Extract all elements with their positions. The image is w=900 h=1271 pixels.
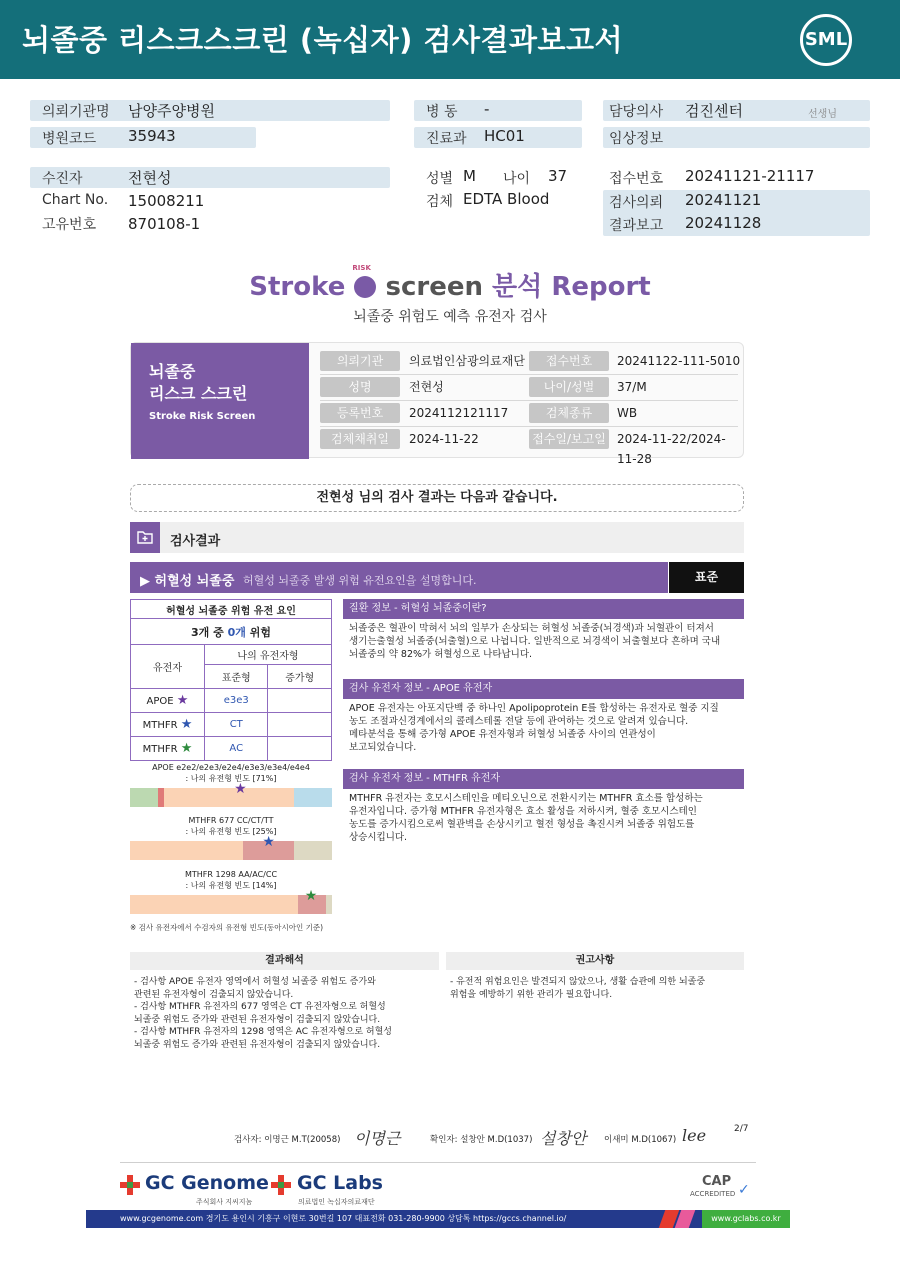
summary-count: 0개 xyxy=(227,625,246,639)
summary-post: 위험 xyxy=(249,625,271,639)
org-label: 의뢰기관명 xyxy=(42,104,110,120)
org-value: 남양주양병원 xyxy=(128,102,215,120)
gene-cell xyxy=(131,737,205,761)
genotype-std: AC xyxy=(205,737,268,761)
interpretation-head: 결과해석 xyxy=(130,952,439,970)
specimen-value: EDTA Blood xyxy=(463,190,550,208)
footer-contact: www.gcgenome.com 경기도 용인시 기흥구 이현로 30번길 107 대표전화 031-280-9900 상담톡 https://gccs.channel.io/ xyxy=(120,1214,567,1223)
doctor-value: 검진센터 xyxy=(685,102,743,120)
freq-caption-line1: APOE e2e2/e2e3/e2e4/e3e3/e3e4/e4e4 xyxy=(152,763,310,772)
info-block-head: 검사 유전자 정보 - MTHFR 유전자 xyxy=(343,769,744,789)
card-val-receipt: 20241122-111-5010 xyxy=(617,354,741,368)
interpretation-line: - 검사항 MTHFR 유전자의 1298 영역은 AC 유전자형으로 허혈성 xyxy=(134,1027,392,1037)
uid-label: 고유번호 xyxy=(42,217,97,233)
info-block-text xyxy=(349,792,744,844)
genotype-std: CT xyxy=(205,713,268,737)
uid-value: 870108-1 xyxy=(128,215,201,233)
ischemic-title: ▶ 허혈성 뇌졸중 xyxy=(140,574,235,589)
interpretation-line: 관련된 유전자형이 검출되지 않았습니다. xyxy=(134,989,294,1000)
other-signature: lee xyxy=(682,1126,707,1145)
card-divider xyxy=(320,400,738,401)
freq-note: ※ 검사 유전자에서 수검자의 유전형 빈도(동아시아인 기준) xyxy=(130,923,324,932)
genotype-inc xyxy=(268,713,332,737)
sml-logo: SML xyxy=(800,14,852,66)
request-value: 20241121 xyxy=(685,191,762,209)
card-title xyxy=(149,361,247,405)
freq-bar-segment xyxy=(130,895,298,914)
check-icon: ✓ xyxy=(738,1182,750,1198)
gc-cross-icon xyxy=(120,1175,140,1195)
table-row xyxy=(131,689,332,713)
recommendation-head: 권고사항 xyxy=(446,952,744,970)
card-key-receipt: 접수번호 xyxy=(529,351,609,371)
freq-caption-line2: : 나의 유전형 빈도 [14%] xyxy=(185,881,277,890)
interpretation-line: - 검사항 MTHFR 유전자의 677 영역은 CT 유전자형으로 허혈성 xyxy=(134,1002,386,1012)
card-brand-panel xyxy=(131,343,309,459)
genotype-inc xyxy=(268,689,332,713)
gene-table-title: 허혈성 뇌졸중 위험 유전 요인 xyxy=(131,600,332,619)
result-intro: 전현성 님의 검사 결과는 다음과 같습니다. xyxy=(130,484,744,512)
gc-cross-icon xyxy=(271,1175,291,1195)
col-gene-header: 유전자 xyxy=(131,645,205,689)
star-icon: ★ xyxy=(234,781,247,797)
freq-caption-line1: MTHFR 1298 AA/AC/CC xyxy=(184,870,278,879)
gc-genome-sub: 주식회사 지씨지놈 xyxy=(196,1198,253,1206)
table-row xyxy=(131,713,332,737)
info-bar-name xyxy=(30,167,390,188)
interpretation-text xyxy=(134,976,439,1051)
gene-table xyxy=(130,599,332,761)
footer-bar xyxy=(86,1210,790,1228)
page-number: 2/7 xyxy=(734,1124,749,1134)
genotype-std: e3e3 xyxy=(205,689,268,713)
gc-genome-brand: GC Genome xyxy=(145,1172,269,1194)
info-line: 메타분석을 통해 증가형 APOE 유전자형과 허혈성 뇌졸중 사이의 연관성이 xyxy=(349,729,656,740)
freq-bar-segment xyxy=(294,788,332,807)
clinical-label: 임상정보 xyxy=(609,131,664,147)
info-line: 뇌졸중은 혈관이 막혀서 뇌의 일부가 손상되는 허혈성 뇌졸중(뇌경색)과 뇌혈관이 터져서 xyxy=(349,623,714,634)
card-key-spectype: 검체종류 xyxy=(529,403,609,423)
genotype-inc xyxy=(268,737,332,761)
ischemic-bar xyxy=(130,562,668,593)
doctor-suffix: 선생님 xyxy=(808,109,837,120)
card-val-org: 의료법인삼광의료재단 xyxy=(409,354,525,368)
card-key-agesex: 나이/성별 xyxy=(529,377,609,397)
table-row xyxy=(131,737,332,761)
card-title-line2: 리스크 스크린 xyxy=(149,384,248,403)
ischemic-desc: 허혈성 뇌졸중 발생 위험 유전요인을 설명합니다. xyxy=(243,574,477,587)
freq-bar xyxy=(130,895,332,914)
cap-sub: ACCREDITED xyxy=(690,1190,736,1198)
col-mine-header: 나의 유전자형 xyxy=(205,645,332,665)
doctor-label: 담당의사 xyxy=(609,104,664,120)
col-inc-header: 증가형 xyxy=(268,665,332,689)
sex-label: 성별 xyxy=(426,171,454,187)
logo-word-stroke: Stroke xyxy=(249,272,346,302)
freq-bar-segment xyxy=(130,788,158,807)
logo-word-screen: screen xyxy=(385,272,483,302)
report-header xyxy=(0,0,900,79)
tester-sign: 검사자: 이명근 M.T(20058) xyxy=(234,1135,341,1145)
info-line: 농도를 증가시킴으로써 혈관벽을 손상시키고 혈전 형성을 촉진시켜 뇌졸중 위험도를 xyxy=(349,819,695,830)
section-header xyxy=(130,522,744,553)
card-key-name: 성명 xyxy=(320,377,400,397)
gene-table-summary xyxy=(131,619,332,645)
star-icon: ★ xyxy=(176,693,189,708)
report-value: 20241128 xyxy=(685,214,762,232)
age-label: 나이 xyxy=(503,171,531,187)
dept-label: 진료과 xyxy=(426,131,467,147)
info-line: 농도 조절과신경계에서의 콜레스테롤 전달 등에 관여하는 것으로 알려져 있습니다. xyxy=(349,716,689,727)
gene-name: MTHFR xyxy=(142,720,178,731)
other-sign: 이새미 M.D(1067) xyxy=(604,1135,677,1145)
star-icon: ★ xyxy=(304,888,318,904)
interpretation-line: 뇌졸중 위험도 증가와 관련된 유전자형이 검출되지 않았습니다. xyxy=(134,1039,381,1050)
logo-risk-icon xyxy=(352,264,376,298)
freq-bar-segment xyxy=(326,895,332,914)
info-line: 보고되었습니다. xyxy=(349,742,417,753)
star-icon: ★ xyxy=(180,741,193,756)
confirmer-signature: 설창안 xyxy=(540,1129,587,1148)
confirmer-sign: 확인자: 설창안 M.D(1037) xyxy=(430,1135,533,1145)
request-label: 검사의뢰 xyxy=(609,195,664,211)
gc-labs-brand: GC Labs xyxy=(297,1172,383,1194)
info-block-text xyxy=(349,622,744,661)
gene-name: APOE xyxy=(146,696,174,707)
chart-label: Chart No. xyxy=(42,192,109,208)
recommendation-line: 위험을 예방하기 위한 관리가 필요합니다. xyxy=(450,989,613,1000)
sex-value: M xyxy=(463,167,476,185)
info-block-head: 질환 정보 - 허혈성 뇌졸중이란? xyxy=(343,599,744,619)
gene-name: MTHFR xyxy=(142,744,178,755)
gc-labs-sub: 의료법인 녹십자의료재단 xyxy=(298,1198,375,1206)
standard-badge: 표준 xyxy=(669,562,744,593)
card-val-dates: 2024-11-22/2024-11-28 xyxy=(617,432,726,466)
tester-signature: 이명근 xyxy=(354,1129,401,1148)
recommendation-line: - 유전적 위험요인은 발견되지 않았으나, 생활 습관에 의한 뇌졸중 xyxy=(450,977,706,987)
freq-caption-line1: MTHFR 677 CC/CT/TT xyxy=(188,816,274,825)
freq-caption-line2: : 나의 유전형 빈도 [71%] xyxy=(185,774,277,783)
card-key-dates: 접수일/보고일 xyxy=(529,429,609,449)
code-label: 병원코드 xyxy=(42,131,97,147)
star-icon: ★ xyxy=(262,834,275,850)
card-val-regno: 2024112121117 xyxy=(409,406,509,420)
footer-website: www.gclabs.co.kr xyxy=(702,1210,790,1228)
card-val-spectype: WB xyxy=(617,406,638,420)
interpretation-line: 뇌졸중 위험도 증가와 관련된 유전자형이 검출되지 않았습니다. xyxy=(134,1014,381,1025)
name-value: 전현성 xyxy=(128,169,172,187)
card-divider xyxy=(320,374,738,375)
footer-divider xyxy=(120,1162,756,1163)
card-title-line1: 뇌졸중 xyxy=(149,362,196,381)
info-line: APOE 유전자는 아포지단백 중 하나인 Apolipoprotein E를 합성하는 유전자로 혈중 지질 xyxy=(349,703,719,714)
card-key-collect: 검체채취일 xyxy=(320,429,400,449)
logo-risk-text: RISK xyxy=(352,264,371,272)
chart-value: 15008211 xyxy=(128,192,205,210)
freq-bar-segment xyxy=(164,788,293,807)
summary-pre: 3개 중 xyxy=(191,625,224,639)
receipt-value: 20241121-21117 xyxy=(685,167,815,185)
info-block-head: 검사 유전자 정보 - APOE 유전자 xyxy=(343,679,744,699)
freq-caption xyxy=(130,869,332,891)
freq-bar xyxy=(130,788,332,807)
summary-card xyxy=(130,342,744,466)
cap-logo: CAP xyxy=(702,1174,732,1189)
freq-bar xyxy=(130,841,332,860)
card-divider xyxy=(320,426,738,427)
col-std-header: 표준형 xyxy=(205,665,268,689)
card-title-en: Stroke Risk Screen xyxy=(149,411,256,422)
specimen-label: 검체 xyxy=(426,194,454,210)
section-title: 검사결과 xyxy=(170,534,221,549)
card-val-collect: 2024-11-22 xyxy=(409,432,479,446)
freq-caption-line2: : 나의 유전형 빈도 [25%] xyxy=(185,827,277,836)
report-title: 뇌졸중 리스크스크린 (녹십자) 검사결과보고서 xyxy=(22,23,624,57)
stroke-report-logo xyxy=(0,266,900,303)
logo-word-report: 분석 Report xyxy=(492,272,651,302)
freq-caption xyxy=(130,815,332,837)
report-label: 결과보고 xyxy=(609,218,664,234)
info-line: 뇌졸중의 약 82%가 허혈성으로 나타납니다. xyxy=(349,649,533,660)
code-value: 35943 xyxy=(128,127,176,145)
age-value: 37 xyxy=(548,167,568,185)
freq-caption xyxy=(130,762,332,784)
ward-value: - xyxy=(484,100,490,118)
card-key-regno: 등록번호 xyxy=(320,403,400,423)
info-line: MTHFR 유전자는 호모시스테인을 메티오닌으로 전환시키는 MTHFR 효소를 합성하는 xyxy=(349,793,703,804)
gene-cell xyxy=(131,689,205,713)
report-subtitle: 뇌졸중 위험도 예측 유전자 검사 xyxy=(353,309,547,325)
receipt-label: 접수번호 xyxy=(609,171,664,187)
info-line: 상승시킵니다. xyxy=(349,832,408,843)
interpretation-line: - 검사항 APOE 유전자 영역에서 허혈성 뇌졸중 위험도 증가와 xyxy=(134,977,376,987)
card-key-org: 의뢰기관 xyxy=(320,351,400,371)
freq-bar-segment xyxy=(294,841,332,860)
info-line: 생기는출혈성 뇌졸중(뇌출혈)으로 나뉩니다. 일반적으로 뇌경색이 뇌출혈보다 흔하며 국내 xyxy=(349,636,721,647)
name-label: 수진자 xyxy=(42,171,83,187)
card-val-name: 전현성 xyxy=(409,380,444,394)
dept-value: HC01 xyxy=(484,127,525,145)
info-block-text xyxy=(349,702,744,754)
freq-bar-segment xyxy=(130,841,243,860)
info-line: 유전자입니다. 증가형 MTHFR 유전자형은 효소 활성을 저하시켜, 혈중 호모시스테인 xyxy=(349,806,697,817)
gene-cell xyxy=(131,713,205,737)
ward-label: 병 동 xyxy=(426,104,458,120)
folder-plus-icon xyxy=(130,522,160,553)
recommendation-text xyxy=(450,976,744,1001)
card-val-agesex: 37/M xyxy=(617,380,647,394)
star-icon: ★ xyxy=(180,717,193,732)
